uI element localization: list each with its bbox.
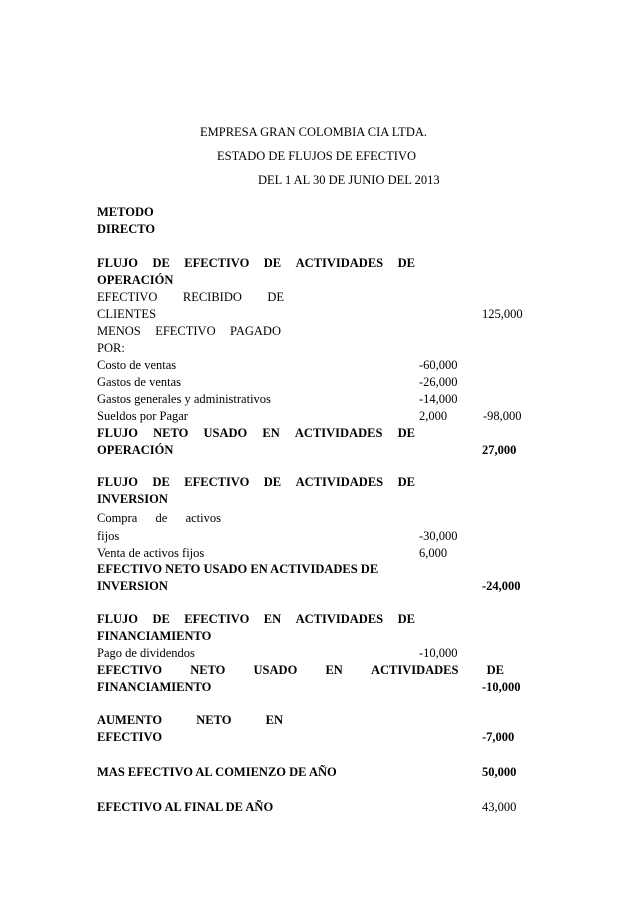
financing-net-total: -10,000 (482, 680, 521, 694)
word: ACTIVIDADES (294, 426, 383, 440)
word: FLUJO (97, 256, 138, 270)
word: DE (152, 612, 170, 626)
word: EN (265, 713, 283, 727)
financing-heading-2: FINANCIAMIENTO (97, 629, 212, 643)
word: ACTIVIDADES (370, 663, 459, 677)
financing-net-label-2: FINANCIAMIENTO (97, 680, 212, 694)
operations-heading-2: OPERACIÓN (97, 273, 174, 287)
method-label-2: DIRECTO (97, 222, 156, 236)
word: FLUJO (97, 426, 138, 440)
ending-cash-total: 43,000 (482, 800, 517, 814)
cash-received-label (97, 289, 284, 306)
word: RECIBIDO (182, 290, 242, 304)
word: DE (267, 290, 284, 304)
word: PAGADO (230, 324, 281, 338)
beginning-cash-total: 50,000 (482, 765, 517, 779)
company-name: EMPRESA GRAN COLOMBIA CIA LTDA. (200, 125, 428, 139)
word: NETO (196, 713, 232, 727)
operations-heading (97, 255, 415, 272)
word: DE (263, 256, 282, 270)
net-increase-total: -7,000 (482, 730, 515, 744)
word: FLUJO (97, 475, 138, 489)
dividends-label: Pago de dividendos (97, 646, 195, 660)
financing-heading (97, 611, 415, 628)
asset-sale-label: Venta de activos fijos (97, 546, 205, 560)
word: DE (397, 612, 415, 626)
item-amount: -60,000 (419, 358, 458, 372)
word: EFECTIVO (97, 290, 158, 304)
asset-purchase-label-2: fijos (97, 529, 120, 543)
word: DE (152, 475, 170, 489)
method-label: METODO (97, 205, 154, 219)
word: Compra (97, 511, 138, 525)
beginning-cash-label: MAS EFECTIVO AL COMIENZO DE AÑO (97, 765, 337, 779)
word: NETO (153, 426, 189, 440)
word: EN (325, 663, 343, 677)
item-amount: -14,000 (419, 392, 458, 406)
item-label: Gastos generales y administrativos (97, 392, 271, 406)
item-label: Gastos de ventas (97, 375, 182, 389)
word: FLUJO (97, 612, 138, 626)
investing-net-label: EFECTIVO NETO USADO EN ACTIVIDADES DE (97, 562, 379, 576)
dividends-amount: -10,000 (419, 646, 458, 660)
word: activos (185, 511, 221, 525)
item-total: -98,000 (483, 409, 522, 423)
item-label: Sueldos por Pagar (97, 409, 188, 423)
asset-purchase-label (97, 510, 221, 527)
item-amount: 2,000 (419, 409, 448, 423)
operations-net-label (97, 425, 415, 442)
cash-paid-label (97, 323, 281, 340)
net-increase-label-2: EFECTIVO (97, 730, 163, 744)
word: ACTIVIDADES (295, 256, 384, 270)
word: MENOS (97, 324, 141, 338)
word: AUMENTO (97, 713, 163, 727)
statement-title: ESTADO DE FLUJOS DE EFECTIVO (217, 149, 416, 163)
ending-cash-label: EFECTIVO AL FINAL DE AÑO (97, 800, 274, 814)
investing-heading (97, 474, 415, 491)
word: DE (397, 426, 415, 440)
asset-sale-amount: 6,000 (419, 546, 448, 560)
operations-net-total: 27,000 (482, 443, 517, 457)
clients-total: 125,000 (482, 307, 523, 321)
cash-paid-label-2: POR: (97, 341, 125, 355)
word: USADO (203, 426, 248, 440)
word: DE (397, 256, 415, 270)
word: ACTIVIDADES (295, 475, 384, 489)
word: ACTIVIDADES (295, 612, 384, 626)
clients-label: CLIENTES (97, 307, 157, 321)
item-label: Costo de ventas (97, 358, 177, 372)
word: DE (263, 475, 282, 489)
investing-net-total: -24,000 (482, 579, 521, 593)
word: EN (263, 612, 282, 626)
operations-net-label-2: OPERACIÓN (97, 443, 174, 457)
investing-heading-2: INVERSION (97, 492, 168, 506)
word: DE (397, 475, 415, 489)
statement-period: DEL 1 AL 30 DE JUNIO DEL 2013 (258, 173, 440, 187)
word: DE (152, 256, 170, 270)
word: EFECTIVO (184, 475, 250, 489)
asset-purchase-amount: -30,000 (419, 529, 458, 543)
word: NETO (190, 663, 226, 677)
investing-net-label-2: INVERSION (97, 579, 168, 593)
word: EFECTIVO (97, 663, 163, 677)
financing-net-label (97, 662, 504, 679)
word: de (155, 511, 168, 525)
word: EN (262, 426, 280, 440)
word: EFECTIVO (184, 612, 250, 626)
net-increase-label (97, 712, 283, 729)
word: DE (486, 663, 504, 677)
item-amount: -26,000 (419, 375, 458, 389)
word: EFECTIVO (155, 324, 216, 338)
word: USADO (253, 663, 298, 677)
word: EFECTIVO (184, 256, 250, 270)
